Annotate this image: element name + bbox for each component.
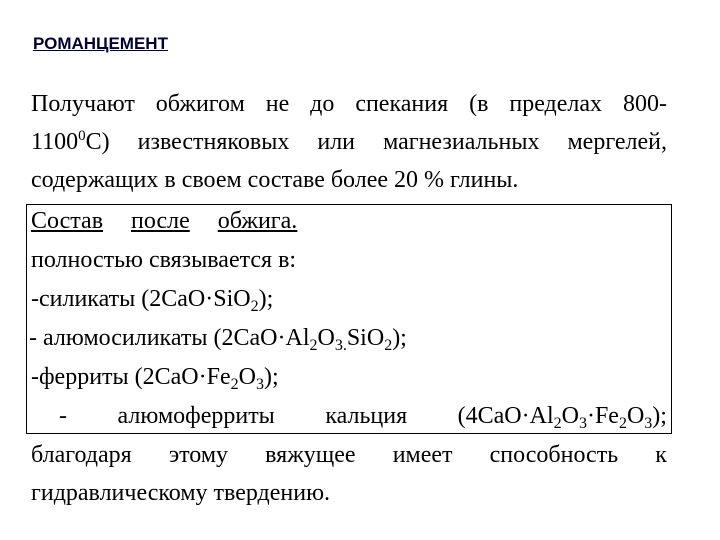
word: (в <box>469 91 489 117</box>
word: до <box>310 91 335 117</box>
word: вяжущее <box>265 442 356 468</box>
ferrites-line: -ферриты $(2СаО\cdot Fe_2O_3)$; <box>31 364 279 393</box>
slide-title: РОМАНЦЕМЕНТ <box>33 34 168 53</box>
word: спекания <box>355 91 449 117</box>
word: этому <box>168 442 229 468</box>
degree-superscript: 0 <box>78 128 86 144</box>
conclusion-line-1 <box>31 440 667 470</box>
word: благодаря <box>31 442 132 468</box>
temperature-value: 1100$^0$С) <box>31 128 110 155</box>
aluminoferrites-line <box>59 401 667 431</box>
composition-box <box>26 204 672 434</box>
word: обжигом <box>155 91 245 117</box>
conclusion-line-2: гидравлическому твердению. <box>31 480 331 506</box>
word: известняковых <box>137 129 290 155</box>
silicates-line: -силикаты (2СаО·SiO$_2$); <box>31 286 274 315</box>
word: алюмоферриты <box>117 403 275 429</box>
intro-line-2 <box>31 127 667 157</box>
composition-heading <box>31 206 667 236</box>
word: мергелей, <box>567 129 667 155</box>
word: магнезиальных <box>383 129 540 155</box>
heading-word: обжига. <box>217 208 298 234</box>
aluminosilicates-line: - алюмосиликаты $(2СаО\cdot Al_2O_{3.}SiO_2)$; <box>29 325 407 354</box>
intro-line-1 <box>31 89 667 119</box>
word: способность <box>489 442 619 468</box>
word: пределах <box>509 91 603 117</box>
word: имеет <box>392 442 453 468</box>
word: не <box>265 91 290 117</box>
word: или <box>317 129 356 155</box>
word: 800- <box>622 91 667 117</box>
intro-line-3: содержащих в своем составе более 20 % глины. <box>31 167 519 193</box>
aluminoferrite-formula: $(4СаО\cdot Al_2O_3\cdot Fe_2O_3)$; <box>457 403 667 432</box>
word: к <box>655 442 667 468</box>
word: Получают <box>31 91 135 117</box>
heading-word: после <box>131 208 190 234</box>
heading-word: Состав <box>31 208 104 234</box>
binds-line: полностью связывается в: <box>31 247 297 273</box>
word: кальция <box>325 403 408 429</box>
word: - <box>59 403 67 429</box>
